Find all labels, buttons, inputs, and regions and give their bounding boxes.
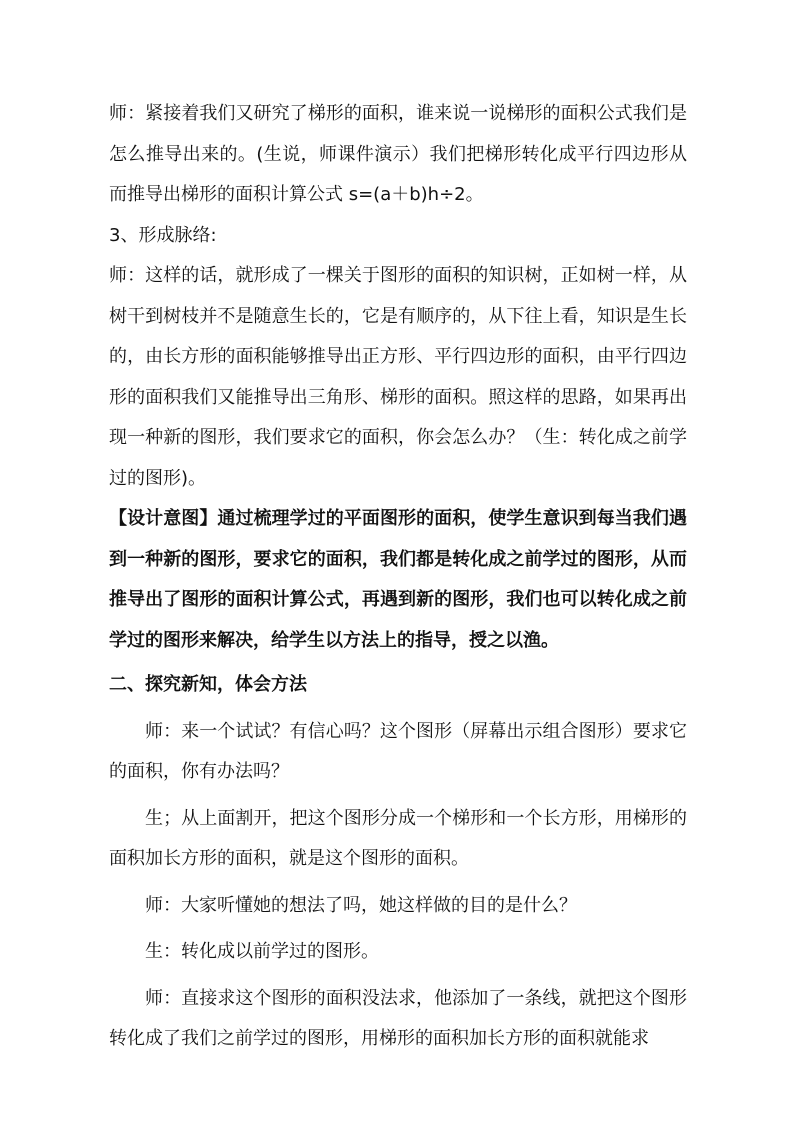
paragraph-teacher-followup: 师：大家听懂她的想法了吗，她这样做的目的是什么？ — [145, 894, 577, 916]
paragraph-student-answer: 生；从上面割开，把这个图形分成一个梯形和一个长方形，用梯形的面积加长方形的面积，就是这个图形的面积。 — [109, 807, 687, 869]
section-heading-explore: 二、探究新知，体会方法 — [109, 674, 307, 695]
paragraph-design-intent: 【设计意图】通过梳理学过的平面图形的面积，使学生意识到每当我们遇到一种新的图形，要求它的面积，我们都是转化成之前学过的图形，从而推导出了图形的面积计算公式，再遇到新的图形，我们也可以转化成之前学过的图形来解决，给学生以方法上的指导，授之以渔。 — [109, 508, 687, 651]
paragraph-teacher-summary: 师：直接求这个图形的面积没法求，他添加了一条线，就把这个图形转化成了我们之前学过的图形，用梯形的面积加长方形的面积就能求 — [109, 987, 687, 1049]
paragraph-teacher-question: 师：来一个试试？有信心吗？这个图形（屏幕出示组合图形）要求它的面积，你有办法吗？ — [109, 720, 687, 782]
section-subheading-context: 3、形成脉络: — [109, 224, 217, 246]
paragraph-knowledge-tree: 师：这样的话，就形成了一棵关于图形的面积的知识树，正如树一样，从树干到树枝并不是随意生长的，它是有顺序的，从下往上看，知识是生长的，由长方形的面积能够推导出正方形、平行四边形的面积，由平行四边形的面积我们又能推导出三角形、梯形的面积。照这样的思路，如果再出现一种新的图形，我们要求它的面积，你会怎么办？（生：转化成之前学过的图形)。 — [109, 265, 687, 489]
paragraph-trapezoid-review: 师：紧接着我们又研究了梯形的面积，谁来说一说梯形的面积公式我们是怎么推导出来的。(生说，师课件演示）我们把梯形转化成平行四边形从而推导出梯形的面积计算公式 s=(a＋b)h÷2。 — [109, 103, 687, 205]
document-page — [109, 94, 687, 1060]
paragraph-student-reply: 生：转化成以前学过的图形。 — [145, 941, 379, 962]
